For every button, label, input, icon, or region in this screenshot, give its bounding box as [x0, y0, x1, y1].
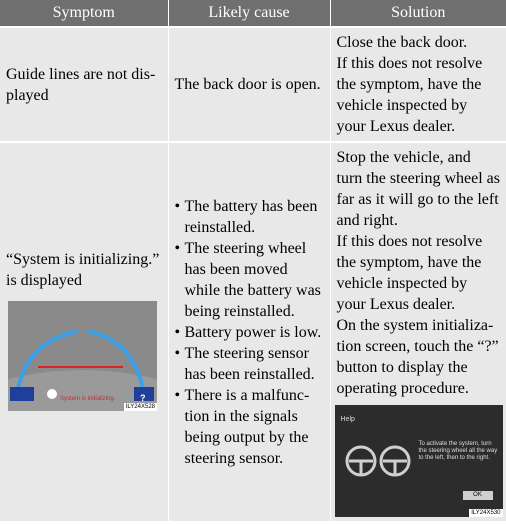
solution-line: If this does not resolve the symptom, have the vehicle inspected by your Lexus dealer. — [336, 55, 483, 135]
table-row — [0, 142, 506, 521]
solution-line: Stop the vehicle, and turn the steering wheel as far as it will go to the left and right. — [336, 149, 500, 229]
symptom-cell — [0, 27, 168, 142]
solution-text — [331, 147, 506, 399]
list-item: • The steering sensor has been reinstalled. — [175, 343, 326, 385]
solution-cell — [330, 142, 506, 521]
solution-line: If this does not resolve the symptom, have the vehicle inspected by your Lexus dealer. — [336, 233, 483, 313]
ok-button: OK — [463, 491, 493, 500]
help-question-button: ? — [140, 393, 146, 403]
symptom-text: Guide lines are not displayed — [6, 65, 156, 104]
header-row — [0, 0, 506, 27]
solution-line: On the system initialization screen, touch the “?” button to display the operating procedure. — [336, 317, 499, 397]
solution-line: Close the back door. — [336, 34, 468, 51]
list-item: • Battery power is low. — [175, 322, 326, 343]
image-id-tag: ILY24X530 — [471, 510, 501, 516]
header-likely-cause: Likely cause — [168, 0, 330, 27]
help-title: Help — [340, 416, 355, 423]
list-item: • The steering wheel has been moved while the battery was being reinstalled. — [175, 238, 326, 322]
cause-list — [169, 196, 330, 469]
help-screen-image — [335, 405, 503, 517]
symptom-text: “System is initializing.” is displayed — [6, 251, 160, 289]
camera-screen-image — [8, 301, 157, 411]
cause-text: The back door is open. — [174, 76, 321, 93]
initializing-message: System is initializing. — [60, 396, 116, 402]
header-solution: Solution — [330, 0, 506, 27]
cause-cell — [168, 142, 330, 521]
steering-wheel-icon — [339, 435, 419, 495]
list-item: • The battery has been reinstalled. — [175, 196, 326, 238]
solution-cell — [330, 27, 506, 142]
cause-cell — [168, 27, 330, 142]
symptom-cell — [0, 142, 168, 521]
header-symptom: Symptom — [0, 0, 168, 27]
image-id-tag: ILY24X528 — [125, 404, 155, 410]
list-item: • There is a malfunction in the signals being output by the steering sensor. — [175, 385, 326, 469]
help-instructions: To activate the system, turn the steering wheel all the way to the left, then to the right. — [418, 441, 498, 461]
table-row — [0, 27, 506, 142]
solution-text — [331, 32, 506, 137]
